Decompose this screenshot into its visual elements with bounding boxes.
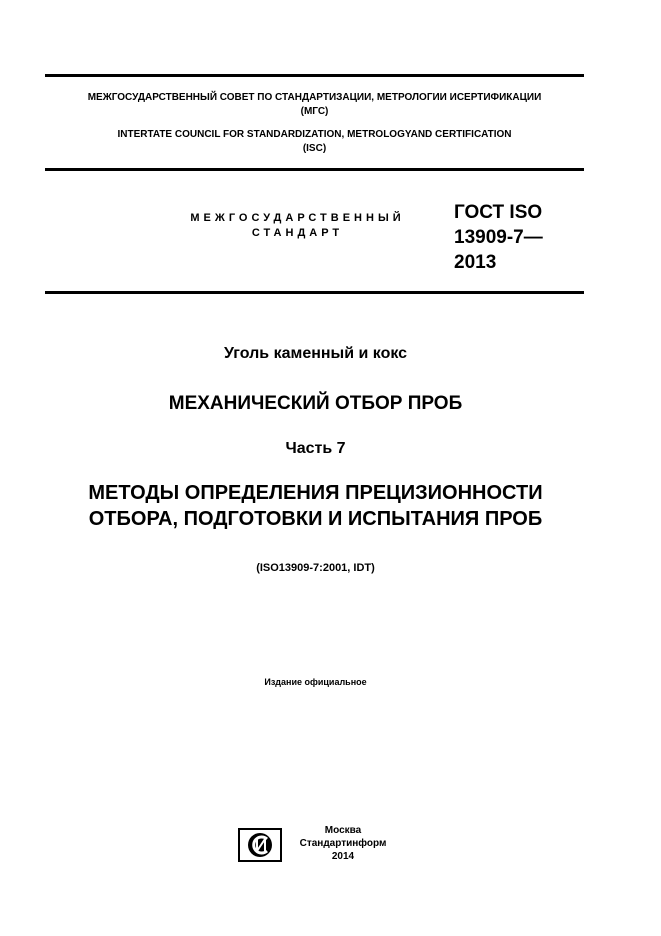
council-name-en — [45, 128, 584, 156]
subtitle-line-1: МЕТОДЫ ОПРЕДЕЛЕНИЯ ПРЕЦИЗИОННОСТИ — [88, 482, 543, 504]
iso-reference: (ISO13909-7:2001, IDT) — [256, 562, 375, 574]
council-name-ru — [45, 91, 584, 119]
standartinform-logo-icon — [238, 828, 282, 862]
standard-kind-line-1: МЕЖГОСУДАРСТВЕННЫЙ — [190, 212, 405, 224]
publisher-name: Стандартинформ — [299, 838, 387, 849]
document-title: МЕХАНИЧЕСКИЙ ОТБОР ПРОБ — [168, 393, 463, 414]
council-name-en-line: INTERTATE COUNCIL FOR STANDARDIZATION, METROLOGYAND CERTIFICATION — [117, 129, 512, 140]
edition-note: Издание официальное — [264, 677, 367, 687]
designation-year: 2013 — [454, 252, 497, 273]
document-part: Часть 7 — [285, 440, 346, 457]
designation-line-2: 13909-7— — [454, 227, 543, 248]
council-abbr-ru: (МГС) — [300, 106, 329, 117]
publisher-city: Москва — [324, 825, 362, 836]
document-subject: Уголь каменный и кокс — [223, 345, 408, 362]
council-abbr-en: (ISC) — [302, 143, 327, 154]
designation-divider — [45, 291, 584, 294]
standard-designation — [454, 200, 543, 275]
standard-kind — [150, 211, 445, 241]
publisher-info — [290, 824, 396, 863]
document-subtitle — [30, 480, 601, 532]
subtitle-line-2: ОТБОРА, ПОДГОТОВКИ И ИСПЫТАНИЯ ПРОБ — [88, 508, 543, 530]
header-divider — [45, 168, 584, 171]
top-rule — [45, 74, 584, 77]
publisher-year: 2014 — [331, 851, 355, 862]
council-name-ru-line: МЕЖГОСУДАРСТВЕННЫЙ СОВЕТ ПО СТАНДАРТИЗАЦИИ, МЕТРОЛОГИИ ИСЕРТИФИКАЦИИ — [87, 92, 542, 103]
designation-line-1: ГОСТ ISO — [454, 202, 543, 223]
standard-kind-line-2: СТАНДАРТ — [251, 227, 344, 239]
